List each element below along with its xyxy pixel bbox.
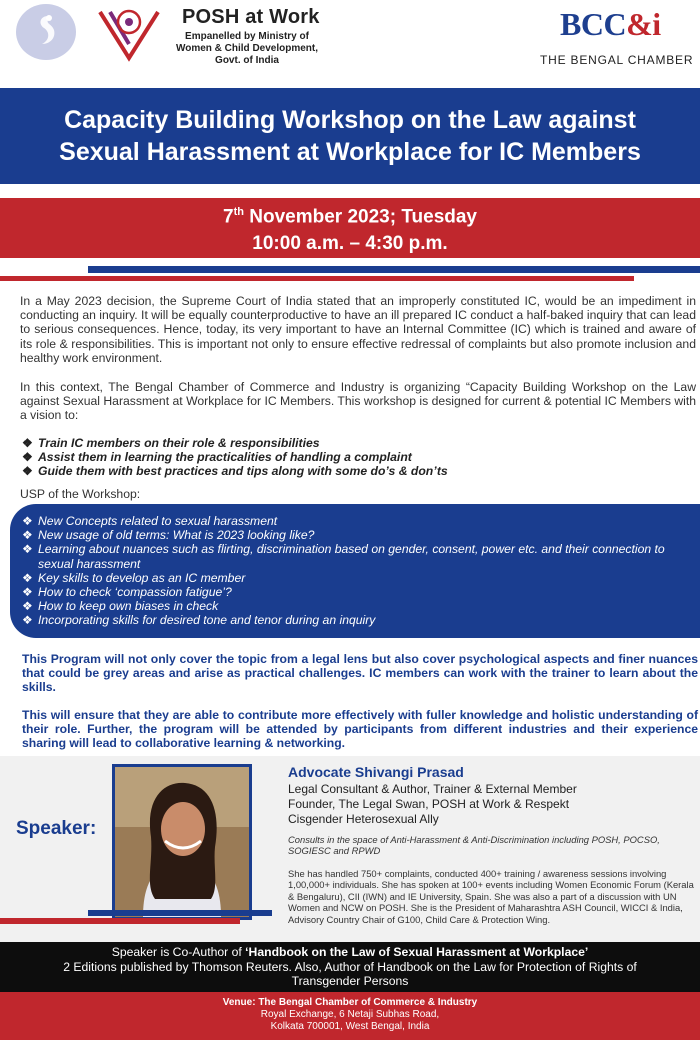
decor-bar-red — [0, 918, 240, 924]
decor-stripe-red — [0, 276, 634, 281]
speaker-label: Speaker: — [16, 818, 97, 839]
diamond-bullet-icon: ❖ — [22, 613, 33, 628]
book-title: ‘Handbook on the Law of Sexual Harassment at Workplace’ — [245, 945, 589, 959]
event-time: 10:00 a.m. – 4:30 p.m. — [252, 232, 448, 254]
bcc-logo — [560, 6, 661, 43]
book-footer — [0, 942, 700, 992]
diamond-bullet-icon: ❖ — [22, 464, 33, 479]
speaker-name: Advocate Shivangi Prasad — [288, 764, 464, 780]
book-line-1 — [0, 945, 700, 960]
posh-logo-icon — [96, 2, 162, 62]
list-item — [22, 613, 682, 627]
decor-bar-blue — [88, 910, 272, 916]
diamond-bullet-icon: ❖ — [22, 585, 33, 600]
date-rest: November 2023; Tuesday — [243, 206, 477, 228]
book-line-3: Transgender Persons — [291, 974, 409, 988]
list-item-text: Key skills to develop as an IC member — [38, 570, 246, 585]
diamond-bullet-icon: ❖ — [22, 542, 33, 557]
speaker-photo — [112, 764, 252, 920]
venue-address-2: Kolkata 700001, West Bengal, India — [270, 1021, 430, 1032]
list-item — [22, 542, 682, 570]
list-item — [22, 571, 682, 585]
decor-stripe-blue — [88, 266, 700, 273]
book-line-2: 2 Editions published by Thomson Reuters. Also, Author of Handbook on the Law for Protection of Rights of — [63, 959, 637, 974]
date-day: 7 — [223, 206, 234, 228]
venue-address-1: Royal Exchange, 6 Netaji Subhas Road, — [260, 1009, 440, 1020]
list-item — [22, 464, 448, 478]
outcome-paragraph: This will ensure that they are able to contribute more effectively with fuller knowledge and holistic understanding of their role. Further, the program will be attended by participants from different industries and their experience sharing will lead to collaborative learning & networking. — [22, 708, 698, 751]
list-item — [22, 514, 682, 528]
bcc-logo-amp: & — [626, 6, 653, 42]
list-item-text: Train IC members on their role & responsibilities — [38, 436, 320, 450]
event-date — [223, 199, 477, 230]
diamond-bullet-icon: ❖ — [22, 514, 33, 528]
list-item — [22, 599, 682, 613]
date-ordinal: th — [233, 206, 244, 219]
vision-list — [22, 436, 448, 479]
list-item — [22, 528, 682, 542]
date-band — [0, 198, 700, 258]
posh-subtitle-line: Empanelled by Ministry of — [185, 31, 309, 42]
speaker-role: Founder, The Legal Swan, POSH at Work & Respekt — [288, 797, 570, 811]
venue-footer — [0, 992, 700, 1040]
posh-title: POSH at Work — [182, 6, 320, 28]
program-paragraph: This Program will not only cover the topic from a legal lens but also cover psychological aspects and finer nuances that could be grey areas and arise as practical challenges. IC members can work with the trainer to learn about the skills. — [22, 652, 698, 695]
book-prefix: Speaker is Co-Author of — [111, 945, 246, 959]
list-item — [22, 450, 448, 464]
speaker-portrait-icon — [115, 767, 249, 917]
speaker-bio: She has handled 750+ complaints, conducted 400+ training / awareness sessions involving 1,00,000+ individuals. She has spoken at 100+ events including Women Economic Forum (Kerala & Bengaluru), CII (IWN) and IE University, Spain. She was also a part of a discussion with UN Women and NCW on POSH. She is the President of Maharashtra ASH Council, WICCI & India, Advisory Country Chair of G100, Child Care & Protection Wing. — [288, 868, 694, 925]
list-item-text: New Concepts related to sexual harassment — [38, 514, 278, 528]
swan-logo-icon — [16, 4, 76, 60]
speaker-consults: Consults in the space of Anti-Harassment & Anti-Discrimination including POSH, POCSO, SOGIESC and RPWD — [288, 834, 660, 857]
list-item-text: Incorporating skills for desired tone and tenor during an inquiry — [38, 613, 376, 628]
diamond-bullet-icon: ❖ — [22, 450, 33, 465]
posh-subtitle-line: Women & Child Development, — [175, 43, 319, 54]
usp-list — [22, 514, 682, 628]
posh-subtitle — [172, 31, 322, 67]
speaker-role: Legal Consultant & Author, Trainer & External Member — [288, 782, 577, 796]
title-line-1: Capacity Building Workshop on the Law against — [64, 106, 636, 134]
diamond-bullet-icon: ❖ — [22, 570, 33, 585]
list-item — [22, 585, 682, 599]
diamond-bullet-icon: ❖ — [22, 599, 33, 614]
speaker-role: Cisgender Heterosexual Ally — [288, 812, 439, 826]
usp-label: USP of the Workshop: — [20, 487, 141, 501]
header — [0, 0, 700, 86]
posh-subtitle-line: Govt. of India — [215, 55, 279, 66]
list-item-text: Learning about nuances such as flirting, discrimination based on gender, consent, power etc. and their connection to sexual harassment — [38, 542, 665, 571]
diamond-bullet-icon: ❖ — [22, 436, 33, 450]
list-item-text: How to keep own biases in check — [38, 599, 219, 614]
bcc-logo-prefix: BCC — [560, 6, 627, 42]
title-band — [0, 88, 700, 184]
list-item-text: Assist them in learning the practicalities of handling a complaint — [38, 450, 412, 465]
list-item — [22, 436, 448, 450]
title-line-2: Sexual Harassment at Workplace for IC Members — [59, 138, 641, 166]
diamond-bullet-icon: ❖ — [22, 528, 33, 543]
venue-title: Venue: The Bengal Chamber of Commerce & Industry — [222, 997, 478, 1008]
context-paragraph: In this context, The Bengal Chamber of Commerce and Industry is organizing “Capacity Building Workshop on the Law against Sexual Harassment at Workplace for IC Members. This workshop is designed for current & potential IC Members with a vision to: — [20, 380, 696, 423]
bcc-name: THE BENGAL CHAMBER — [540, 53, 694, 67]
list-item-text: New usage of old terms: What is 2023 looking like? — [38, 528, 315, 543]
list-item-text: How to check ‘compassion fatigue’? — [38, 585, 232, 600]
intro-paragraph: In a May 2023 decision, the Supreme Court of India stated that an improperly constituted IC, would be an impediment in conducting an inquiry. It will be equally counterproductive to have an ill prepared IC conduct a half-baked inquiry that can lead to serious consequences. Hence, today, its very important to have an Internal Committee (IC) which is trained and aware of its role & responsibilities. This is important not only to ensure effective redressal of complaints but also promote inclusion and healthy work environment. — [20, 294, 696, 365]
bcc-logo-suffix: i — [652, 6, 661, 42]
list-item-text: Guide them with best practices and tips along with some do’s & don’ts — [38, 464, 448, 479]
